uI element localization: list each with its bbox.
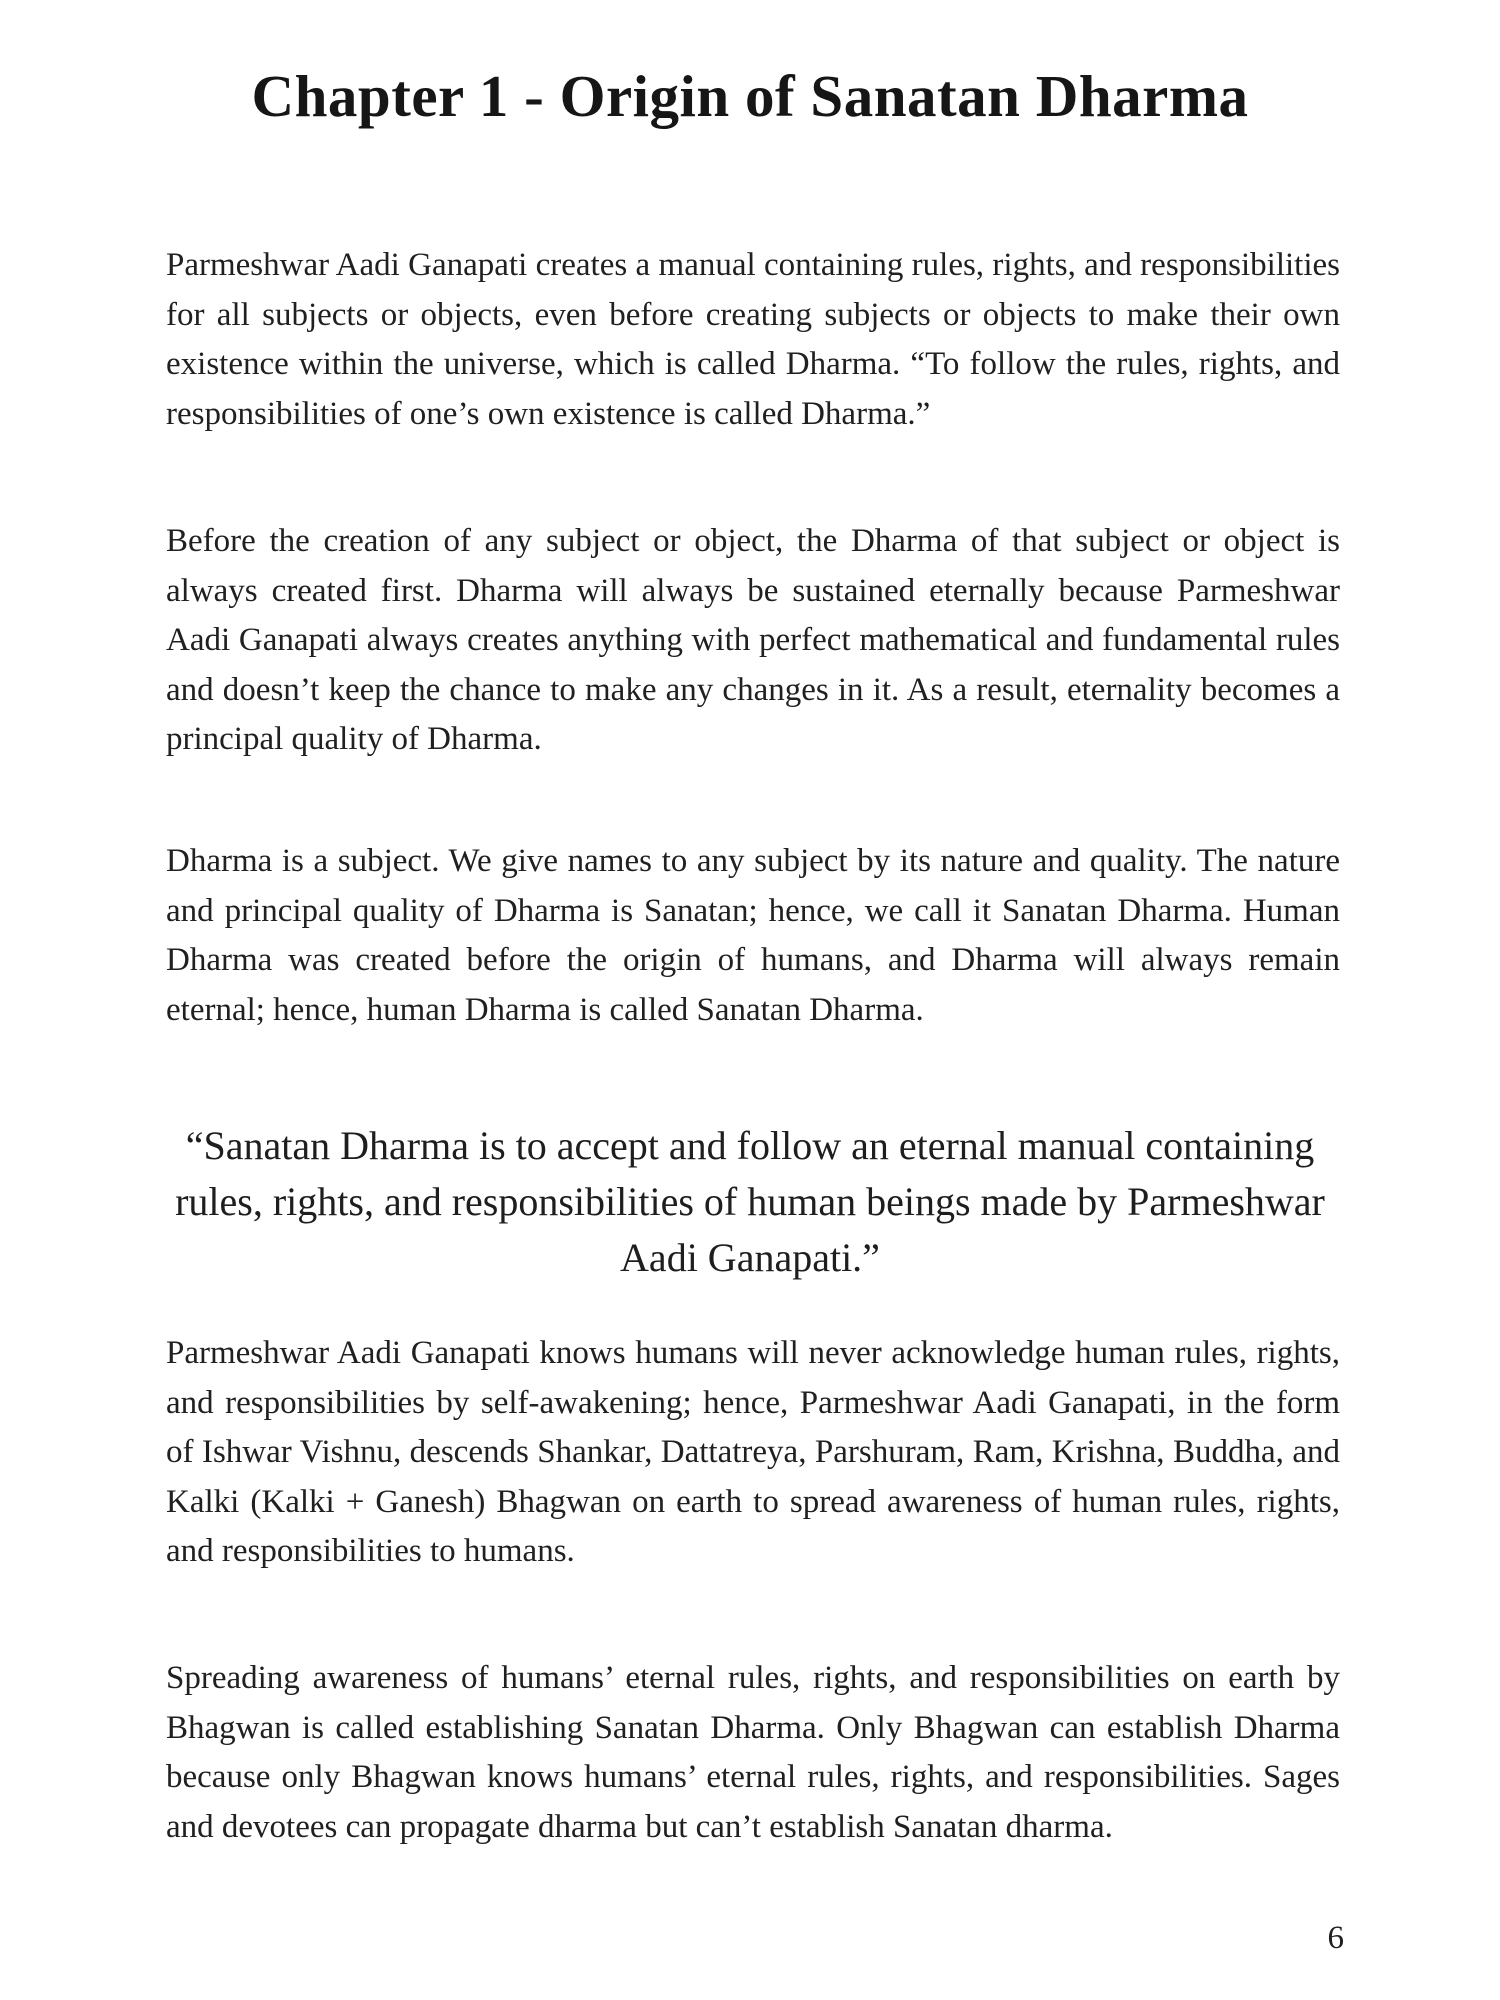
paragraph-definition-of-dharma: Parmeshwar Aadi Ganapati creates a manual containing rules, rights, and responsibilities for all subjects or objects, even before creating subjects or objects to make their own existence within the universe, which is called Dharma. “To follow the rules, rights, and responsibilities of one’s own existence is called Dharma.”: [166, 247, 1340, 432]
page-number: 6: [1327, 1920, 1344, 1956]
paragraph-sanatan-dharma-naming: Dharma is a subject. We give names to any subject by its nature and quality. The nature and principal quality of Dharma is Sanatan; hence, we call it Sanatan Dharma. Human Dharma was created before the origin of humans, and Dharma will always remain eternal; hence, human Dharma is called Sanatan Dharma.: [166, 843, 1340, 1028]
paragraph-establishing-dharma: Spreading awareness of humans’ eternal rules, rights, and responsibilities on earth by Bhagwan is called establishing Sanatan Dharma. Only Bhagwan can establish Dharma because only Bhagwan knows humans’ eternal rules, rights, and responsibilities. Sages and devotees can propagate dharma but can’t establish Sanatan dharma.: [166, 1660, 1340, 1845]
paragraph-descent-of-bhagwan: Parmeshwar Aadi Ganapati knows humans will never acknowledge human rules, rights, and responsibilities by self-awakening; hence, Parmeshwar Aadi Ganapati, in the form of Ishwar Vishnu, descends Shankar, Dattatreya, Parshuram, Ram, Krishna, Buddha, and Kalki (Kalki + Ganesh) Bhagwan on earth to spread awareness of human rules, rights, and responsibilities to humans.: [166, 1335, 1340, 1570]
chapter-title: Chapter 1 - Origin of Sanatan Dharma: [251, 63, 1249, 129]
pull-quote: “Sanatan Dharma is to accept and follow an eternal manual containing rules, rights, and responsibilities of human beings made by Parmeshwar Aadi Ganapati.”: [175, 1123, 1325, 1280]
paragraph-eternality-of-dharma: Before the creation of any subject or object, the Dharma of that subject or object is always created first. Dharma will always be sustained eternally because Parmeshwar Aadi Ganapati always creates anything with perfect mathematical and fundamental rules and doesn’t keep the chance to make any changes in it. As a result, eternality becomes a principal quality of Dharma.: [166, 523, 1340, 758]
